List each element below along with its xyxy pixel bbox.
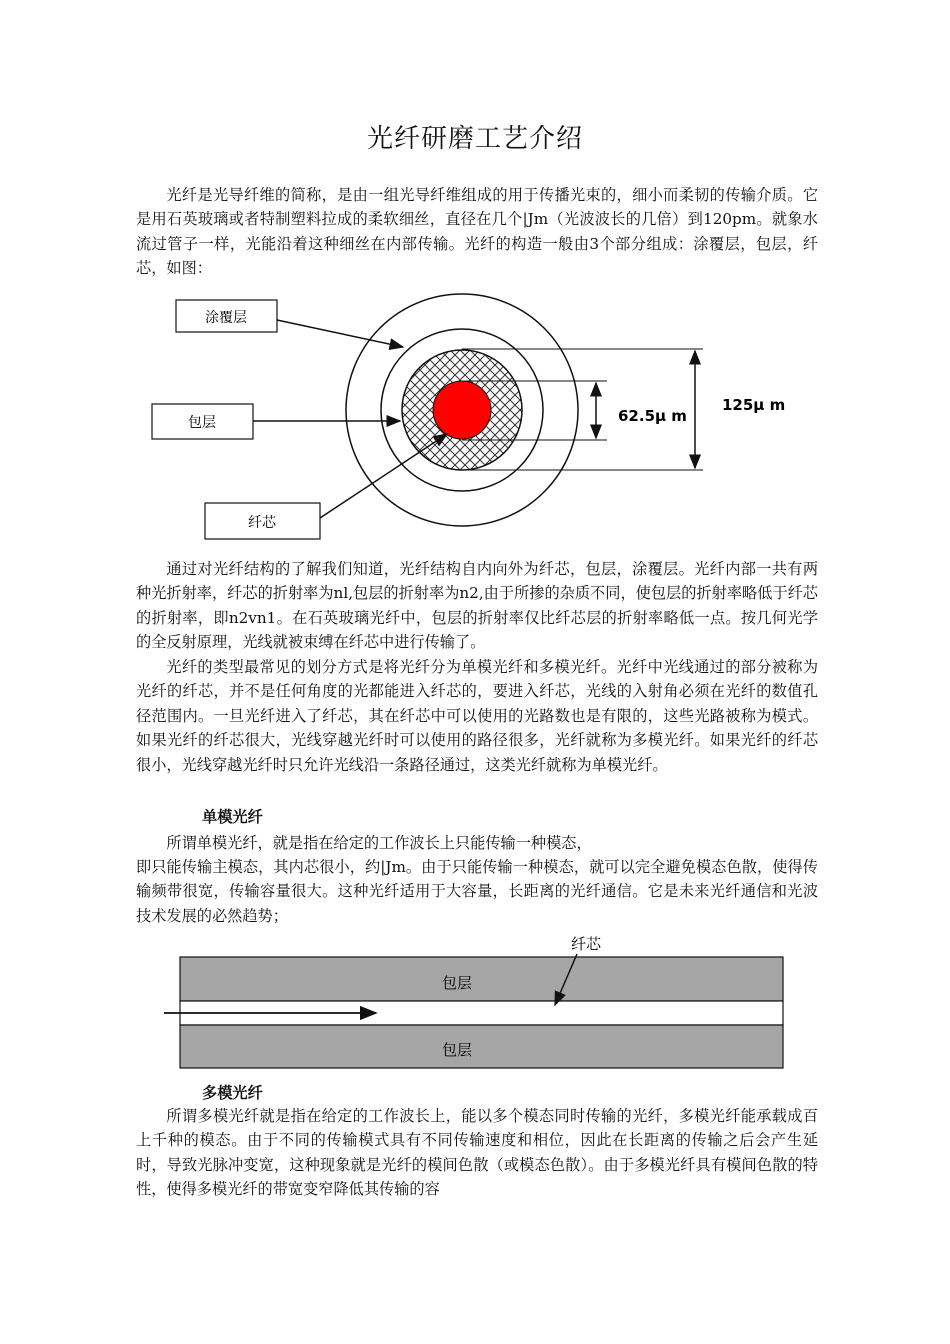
core-diameter-label: 62.5μ m xyxy=(618,407,687,425)
fiber-types-paragraph: 光纤的类型最常见的划分方式是将光纤分为单模光纤和多模光纤。光纤中光线通过的部分被称为光纤的纤芯，并不是任何角度的光都能进入纤芯的，要进入纤芯，光线的入射角必须在光纤的数值孔径范围内。一旦光纤进入了纤芯，其在纤芯中可以使用的光路数也是有限的，这些光路被称为模式。如果光纤的纤芯很大，光线穿越光纤时可以使用的路径很多，光纤就称为多模光纤。如果光纤的纤芯很小，光线穿越光纤时只允许光线沿一条路径通过，这类光纤就称为单模光纤。 xyxy=(136,658,818,774)
single-mode-heading: 单模光纤 xyxy=(202,808,263,826)
structure-paragraph: 通过对光纤结构的了解我们知道，光纤结构自内向外为纤芯，包层，涂覆层。光纤内部一共有两种光折射率，纤芯的折射率为nl,包层的折射率为n2,由于所掺的杂质不同，使包层的折射率略低于纤芯的折射率，即n2vn1。在石英玻璃光纤中，包层的折射率仅比纤芯层的折射率略低一点。按几何光学的全反射原理，光线就被束缚在纤芯中进行传输了。 xyxy=(136,560,818,652)
single-mode-paragraph: 即只能传输主模态，其内芯很小，约|Jm。由于只能传输一种模态，就可以完全避免模态色散，使得传输频带很宽，传输容量很大。这种光纤适用于大容量，长距离的光纤通信。它是未来光纤通信和光波技术发展的必然趋势； xyxy=(136,858,818,925)
cladding-label: 包层 xyxy=(188,415,216,431)
intro-paragraph: 光纤是光导纤维的简称，是由一组光导纤维组成的用于传播光束的，细小而柔韧的传输介质。它是用石英玻璃或者特制塑料拉成的柔软细丝，直径在几个|Jm（光波波长的几倍）到120pm。就象水流过管子一样，光能沿着这种细丝在内部传输。光纤的构造一般由3个部分组成：涂覆层，包层，纤芯，如图： xyxy=(136,186,818,278)
multi-mode-paragraph: 所谓多模光纤就是指在给定的工作波长上，能以多个模态同时传输的光纤，多模光纤能承载成百上千种的模态。由于不同的传输模式具有不同传输速度和相位，因此在长距离的传输之后会产生延时，导致光脉冲变宽，这种现象就是光纤的模间色散（或模态色散）。由于多模光纤具有模间色散的特性，使得多模光纤的带宽变窄降低其传输的容 xyxy=(136,1107,818,1199)
multi-mode-heading: 多模光纤 xyxy=(202,1084,263,1102)
single-mode-paragraph-first-line: 所谓单模光纤，就是指在给定的工作波长上只能传输一种模态， xyxy=(166,834,592,852)
cladding-top-band xyxy=(180,957,783,1001)
coating-label: 涂覆层 xyxy=(205,310,247,326)
core-label: 纤芯 xyxy=(248,515,276,531)
cladding-bottom-band xyxy=(180,1025,783,1068)
core-label-longitudinal: 纤芯 xyxy=(570,935,602,953)
page-title: 光纤研磨工艺介绍 xyxy=(366,124,583,154)
cladding-diameter-label: 125μ m xyxy=(722,396,786,414)
cladding-top-label: 包层 xyxy=(441,974,473,992)
fiber-core xyxy=(433,381,491,439)
cladding-bottom-label: 包层 xyxy=(441,1041,473,1059)
